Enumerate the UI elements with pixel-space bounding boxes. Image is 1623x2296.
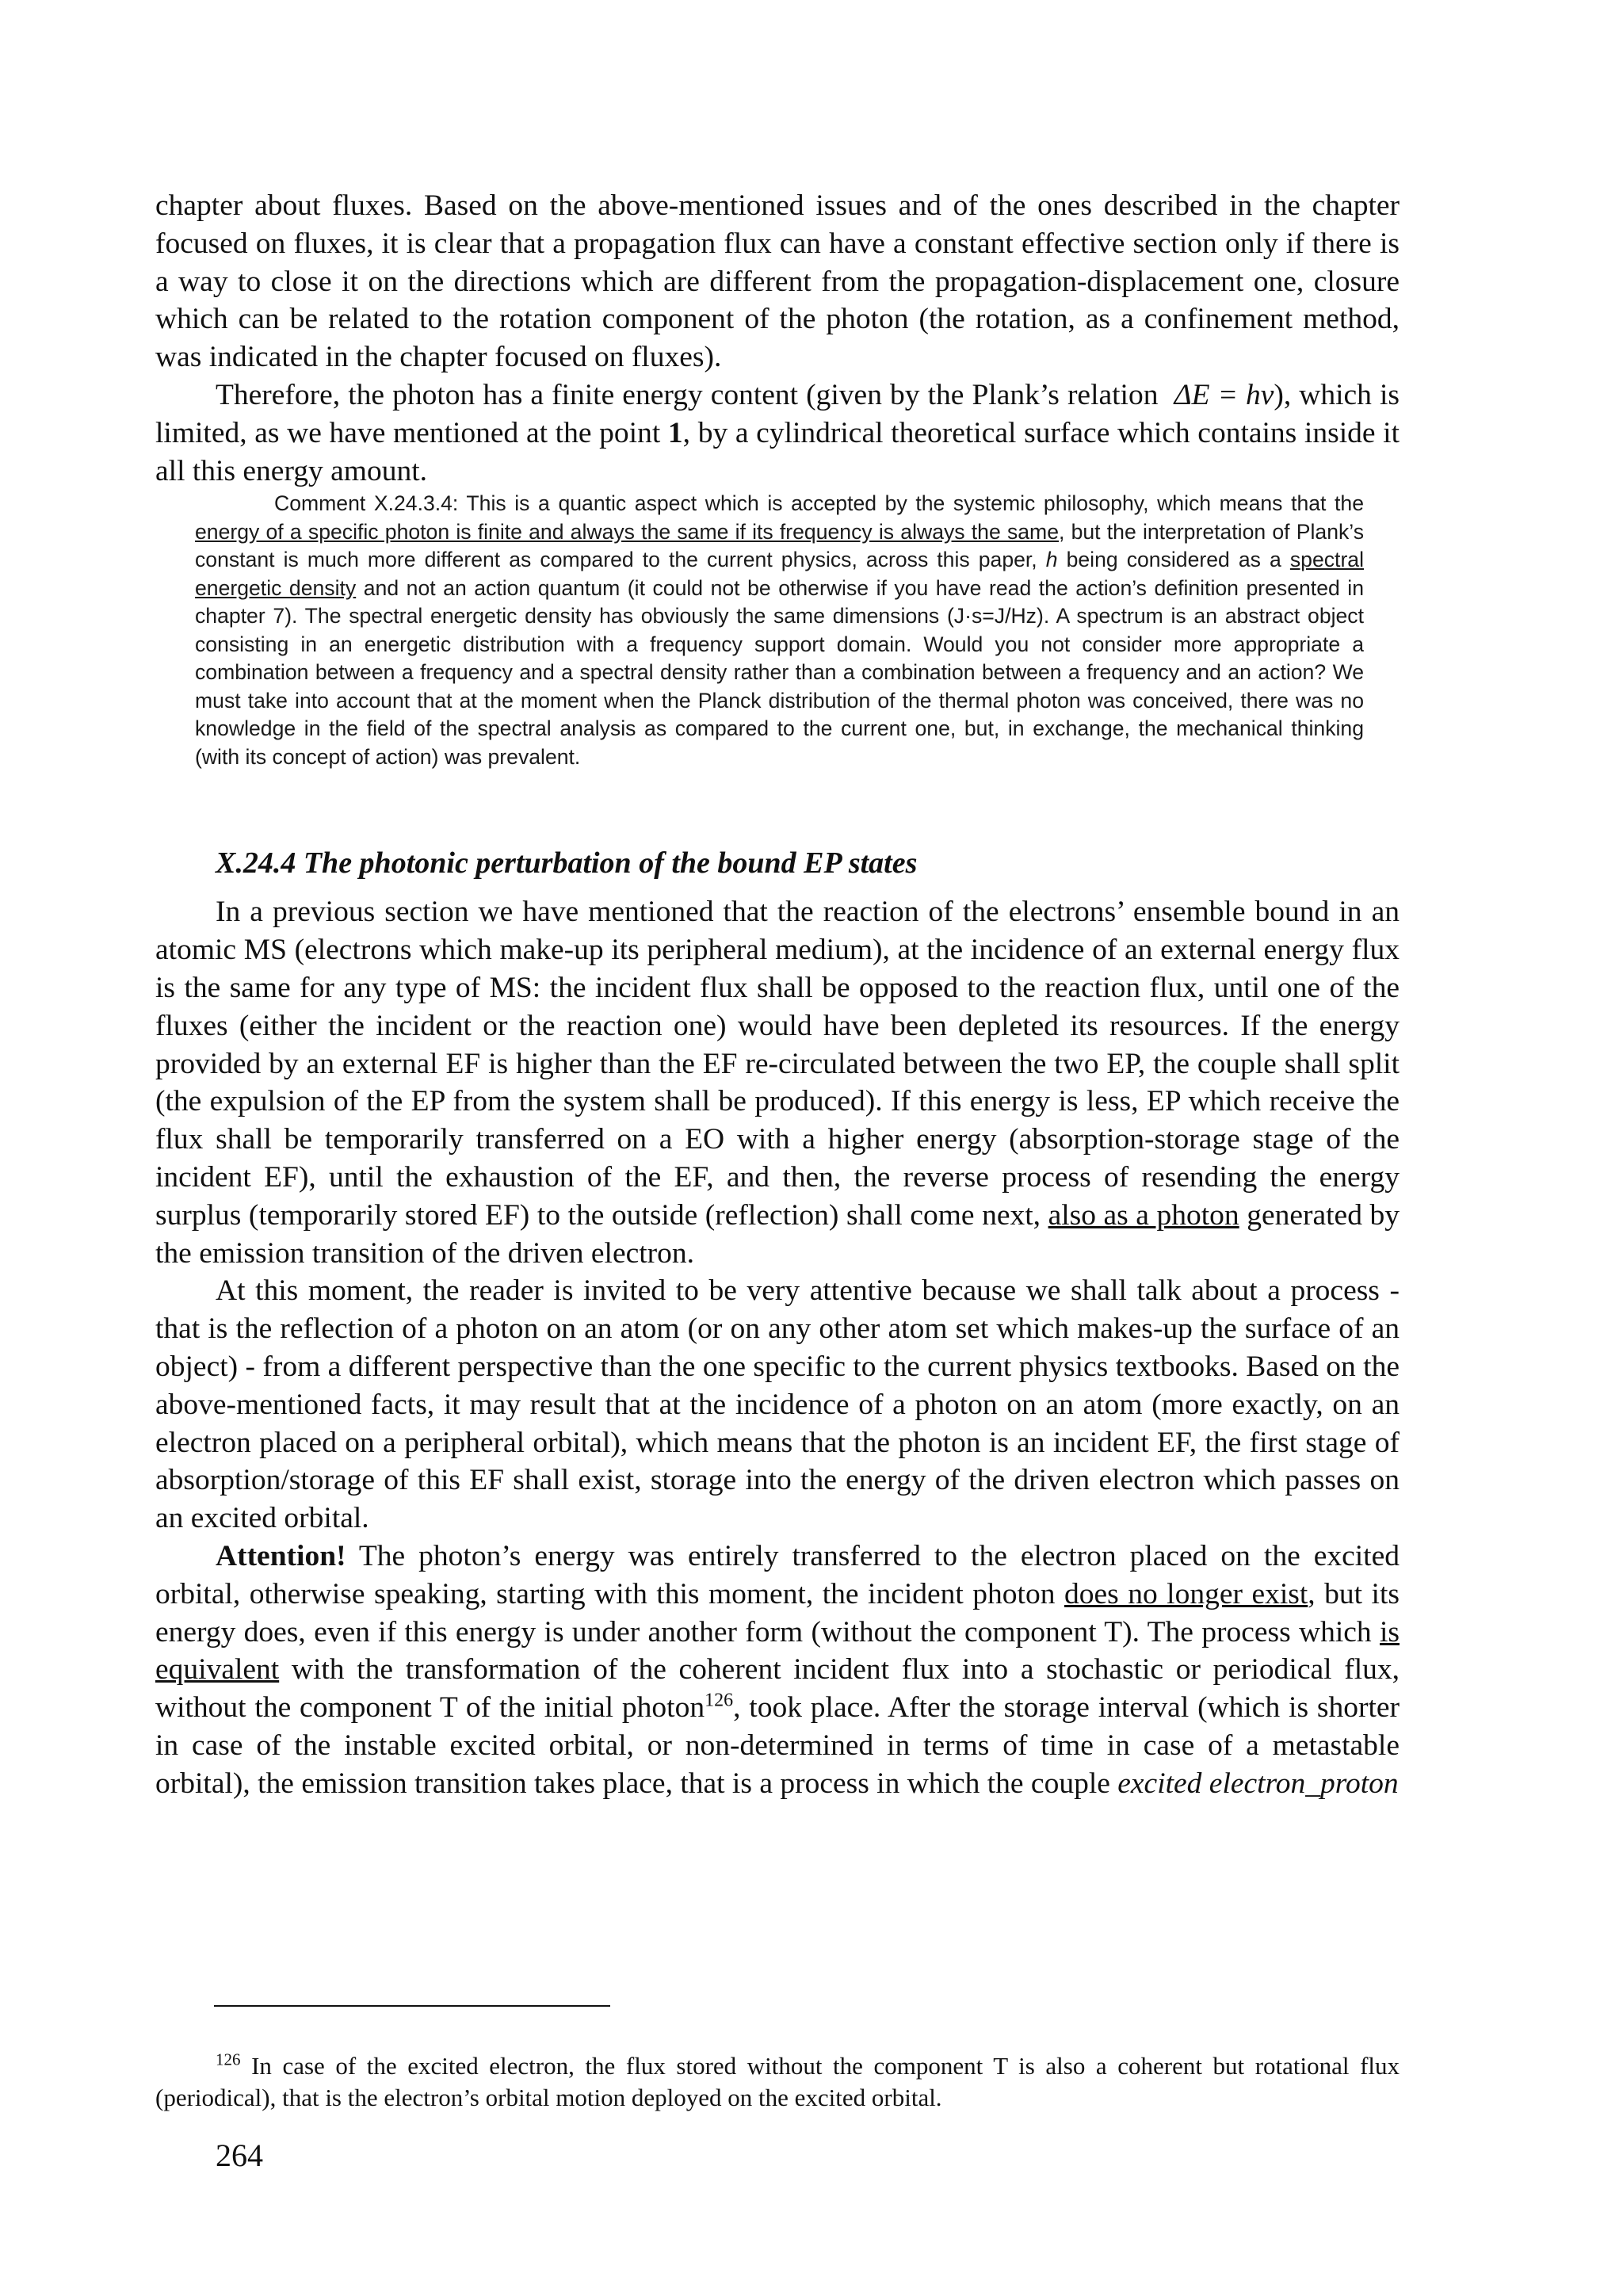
- paragraph-fluxes-continuation: chapter about fluxes. Based on the above-mentioned issues and of the ones described in the chapter focused on fluxes, it is clear that a propagation flux can have a constant effective section only if there is a way to close it on the directions which are different from the propagation-displacement one, closure which can be related to the rotation component of the photon (the rotation, as a confinement method, was indicated in the chapter focused on fluxes).: [155, 189, 1400, 374]
- page-body: [155, 187, 1400, 1803]
- footnote-separator: [214, 2005, 610, 2007]
- page-number: 264: [216, 2137, 263, 2173]
- plank-relation-formula: ΔE = hν: [1174, 378, 1274, 411]
- plank-constant-symbol: h: [1045, 548, 1058, 572]
- paragraph-attention: Attention! The photon’s energy was entirely transferred to the electron placed on the excited orbital, otherwise speaking, starting with this moment, the incident photon does no longer exist, but its energy does, even if this energy is under another form (without the component T). The process which is equivalent with the transformation of the coherent incident flux into a stochastic or periodical flux, without the component T of the initial photon$^{126}$, took place. After the storage interval (which is shorter in case of the instable excited orbital, or non-determined in terms of time in case of a metastable orbital), the emission transition takes place, that is a process in which the couple excited electron_proton: [155, 1539, 1400, 1800]
- underline-does-no-longer-exist: does no longer exist: [1064, 1577, 1308, 1610]
- underline-is-equivalent: is equivalent: [155, 1615, 1400, 1687]
- underline-also-as-photon: also as a photon: [1048, 1198, 1239, 1232]
- point-reference: 1: [667, 416, 683, 449]
- attention-label: Attention!: [216, 1539, 346, 1572]
- comment-underline-energy: energy of a specific photon is finite and always the same if its frequency is always the same: [195, 519, 1059, 544]
- section-heading: X.24.4 The photonic perturbation of the bound EP states: [216, 846, 918, 881]
- comment-block: Comment X.24.3.4: This is a quantic aspect which is accepted by the systemic philosophy, which means that the energy of a specific photon is finite and always the same if its frequency is always the same, but the interpretation of Plank’s constant is much more different as compared to the current physics, across this paper, h being considered as a spectral energetic density and not an action quantum (it could not be otherwise if you have read the action’s definition presented in chapter 7). The spectral energetic density has obviously the same dimensions (J·s=J/Hz). A spectrum is an abstract object consisting in an energetic distribution with a frequency support domain. Would you not consider more appropriate a combination between a frequency and a spectral density rather than a combination between a frequency and an action? We must take into account that at the moment when the Planck distribution of the thermal photon was conceived, there was no knowledge in the field of the spectral analysis as compared to the current one, but, in exchange, the mechanical thinking (with its concept of action) was prevalent.: [195, 491, 1365, 769]
- paragraph-previous-section: In a previous section we have mentioned that the reaction of the electrons’ ensemble bound in an atomic MS (electrons which make-up its peripheral medium), at the incidence of an external energy flux is the same for any type of MS: the incident flux shall be opposed to the reaction flux, until one of the fluxes (either the incident or the reaction one) would have been depleted its resources. If the energy provided by an external EF is higher than the EF re-circulated between the two EP, the couple shall split (the expulsion of the EP from the system shall be produced). If this energy is less, EP which receive the flux shall be temporarily transferred on a EO with a higher energy (absorption-storage stage of the incident EF), until the exhaustion of the EF, and then, the reverse process of resending the energy surplus (temporarily stored EF) to the outside (reflection) shall come next, also as a photon generated by the emission transition of the driven electron.: [155, 896, 1400, 1270]
- paragraph-photon-energy: Therefore, the photon has a finite energy content (given by the Plank’s relation ΔE = hν), which is limited, as we have mentioned at the point 1, by a cylindrical theoretical surface which contains inside it all this energy amount.: [155, 378, 1400, 487]
- comment-underline-density: spectral energetic density: [195, 548, 1364, 600]
- footnote: [155, 2050, 1400, 2114]
- footnote-reference[interactable]: 126: [705, 1690, 734, 1711]
- footnote-text: In case of the excited electron, the flux stored without the component T is also a coherent but rotational flux (periodical), that is the electron’s orbital motion deployed on the excited orbital.: [155, 2052, 1400, 2111]
- paragraph-reflection-process: At this moment, the reader is invited to be very attentive because we shall talk about a process - that is the reflection of a photon on an atom (or on any other atom set which makes-up the surface of an object) - from a different perspective than the one specific to the current physics textbooks. Based on the above-mentioned facts, it may result that at the incidence of a photon on an atom (more exactly, on an electron placed on a peripheral orbital), which means that the photon is an incident EF, the first stage of absorption/storage of this EF shall exist, storage into the energy of the driven electron which passes on an excited orbital.: [155, 1274, 1400, 1535]
- footnote-number: 126: [216, 2050, 241, 2069]
- italic-couple-term: excited electron_proton: [1117, 1767, 1399, 1800]
